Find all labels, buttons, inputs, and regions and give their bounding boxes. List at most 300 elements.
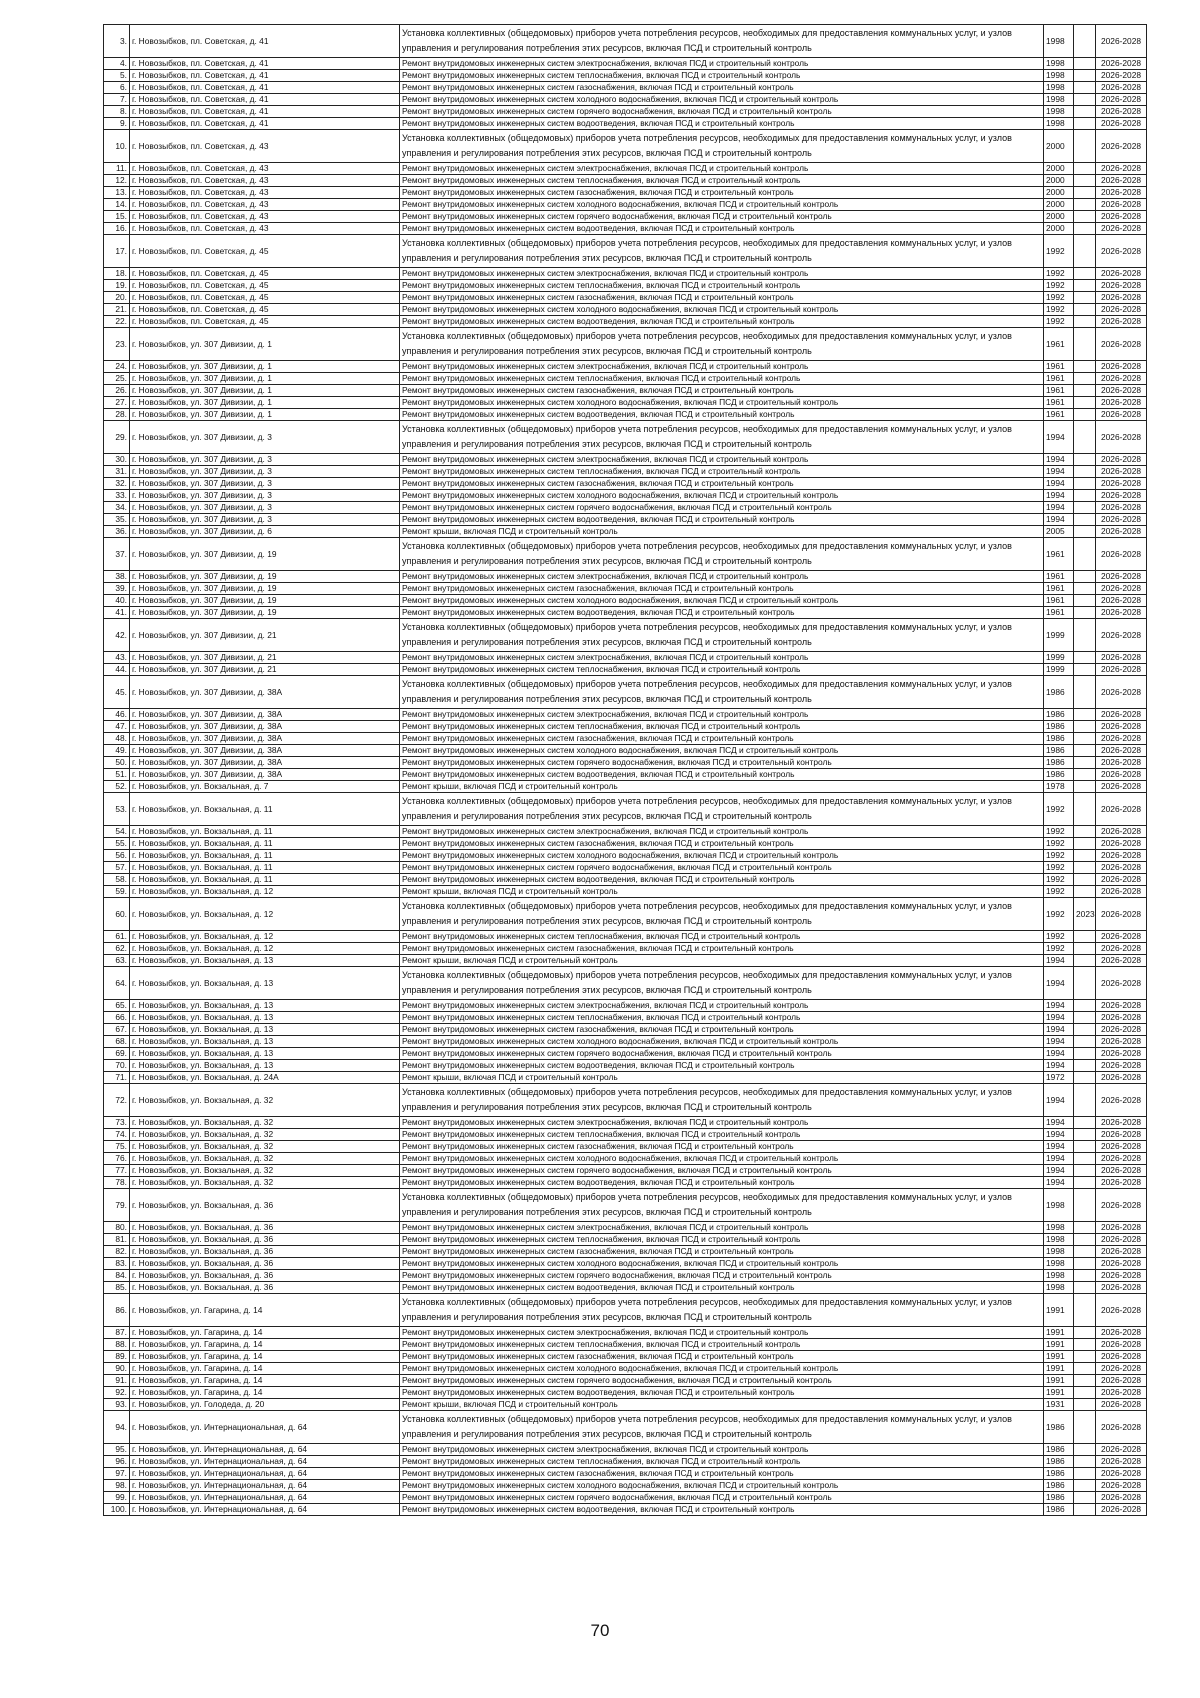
planned-period-cell: 2026-2028 [1096,1351,1147,1363]
planned-period-cell: 2026-2028 [1096,1399,1147,1411]
work-description-cell: Ремонт внутридомовых инженерных систем горячего водоснабжения, включая ПСД и строительный контроль [400,211,1044,223]
commission-year-cell: 1994 [1044,1048,1074,1060]
work-description-cell: Ремонт внутридомовых инженерных систем электроснабжения, включая ПСД и строительный контроль [400,1117,1044,1129]
planned-period-cell: 2026-2028 [1096,898,1147,931]
table-row [104,1165,1147,1177]
planned-period-cell: 2026-2028 [1096,163,1147,175]
planned-period-cell: 2026-2028 [1096,886,1147,898]
work-description-cell: Ремонт внутридомовых инженерных систем газоснабжения, включая ПСД и строительный контроль [400,187,1044,199]
table-row [104,607,1147,619]
address-cell: г. Новозыбков, ул. 307 Дивизии, д. 38А [130,709,400,721]
planned-period-cell: 2026-2028 [1096,268,1147,280]
extra-year-cell [1074,607,1096,619]
extra-year-cell [1074,409,1096,421]
table-row [104,328,1147,361]
row-number-cell: 73. [104,1117,130,1129]
work-description-cell: Ремонт внутридомовых инженерных систем горячего водоснабжения, включая ПСД и строительный контроль [400,1375,1044,1387]
table-row [104,709,1147,721]
extra-year-cell [1074,619,1096,652]
address-cell: г. Новозыбков, ул. 307 Дивизии, д. 6 [130,526,400,538]
commission-year-cell: 2000 [1044,211,1074,223]
row-number-cell: 51. [104,769,130,781]
document-sheet [103,24,1146,1516]
row-number-cell: 66. [104,1012,130,1024]
extra-year-cell [1074,1165,1096,1177]
extra-year-cell [1074,1153,1096,1165]
table-row [104,595,1147,607]
planned-period-cell: 2026-2028 [1096,1036,1147,1048]
row-number-cell: 70. [104,1060,130,1072]
address-cell: г. Новозыбков, ул. Интернациональная, д. 64 [130,1492,400,1504]
planned-period-cell: 2026-2028 [1096,118,1147,130]
table-row [104,316,1147,328]
planned-period-cell: 2026-2028 [1096,1072,1147,1084]
work-description-cell: Ремонт внутридомовых инженерных систем водоотведения, включая ПСД и строительный контроль [400,316,1044,328]
commission-year-cell: 1994 [1044,1036,1074,1048]
commission-year-cell: 1992 [1044,838,1074,850]
commission-year-cell: 1986 [1044,745,1074,757]
planned-period-cell: 2026-2028 [1096,187,1147,199]
work-description-cell: Ремонт крыши, включая ПСД и строительный контроль [400,1399,1044,1411]
commission-year-cell: 1992 [1044,826,1074,838]
row-number-cell: 62. [104,943,130,955]
extra-year-cell [1074,373,1096,385]
address-cell: г. Новозыбков, ул. Вокзальная, д. 32 [130,1117,400,1129]
work-description-cell: Ремонт внутридомовых инженерных систем электроснабжения, включая ПСД и строительный контроль [400,709,1044,721]
address-cell: г. Новозыбков, пл. Советская, д. 43 [130,163,400,175]
table-row [104,733,1147,745]
planned-period-cell: 2026-2028 [1096,1339,1147,1351]
table-row [104,862,1147,874]
work-description-cell: Ремонт внутридомовых инженерных систем холодного водоснабжения, включая ПСД и строительный контроль [400,850,1044,862]
commission-year-cell: 1961 [1044,409,1074,421]
row-number-cell: 90. [104,1363,130,1375]
address-cell: г. Новозыбков, ул. 307 Дивизии, д. 21 [130,619,400,652]
row-number-cell: 7. [104,94,130,106]
commission-year-cell: 1991 [1044,1339,1074,1351]
table-row [104,850,1147,862]
table-row [104,619,1147,652]
table-row [104,898,1147,931]
row-number-cell: 32. [104,478,130,490]
row-number-cell: 91. [104,1375,130,1387]
table-row [104,967,1147,1000]
planned-period-cell: 2026-2028 [1096,328,1147,361]
planned-period-cell: 2026-2028 [1096,955,1147,967]
extra-year-cell [1074,721,1096,733]
commission-year-cell: 1998 [1044,58,1074,70]
row-number-cell: 10. [104,130,130,163]
work-description-cell: Установка коллективных (общедомовых) приборов учета потребления ресурсов, необходимых для предоставления коммунальных услуг, и узлов управления и регулирования потребления этих ресурсов, включая ПСД и строительный контроль [400,1411,1044,1444]
commission-year-cell: 1992 [1044,931,1074,943]
work-description-cell: Ремонт внутридомовых инженерных систем теплоснабжения, включая ПСД и строительный контроль [400,70,1044,82]
work-description-cell: Ремонт внутридомовых инженерных систем теплоснабжения, включая ПСД и строительный контроль [400,664,1044,676]
extra-year-cell [1074,1000,1096,1012]
row-number-cell: 20. [104,292,130,304]
work-description-cell: Ремонт внутридомовых инженерных систем теплоснабжения, включая ПСД и строительный контроль [400,466,1044,478]
table-row [104,526,1147,538]
planned-period-cell: 2026-2028 [1096,316,1147,328]
commission-year-cell: 1994 [1044,955,1074,967]
work-description-cell: Установка коллективных (общедомовых) приборов учета потребления ресурсов, необходимых для предоставления коммунальных услуг, и узлов управления и регулирования потребления этих ресурсов, включая ПСД и строительный контроль [400,328,1044,361]
row-number-cell: 69. [104,1048,130,1060]
extra-year-cell [1074,514,1096,526]
planned-period-cell: 2026-2028 [1096,280,1147,292]
work-description-cell: Установка коллективных (общедомовых) приборов учета потребления ресурсов, необходимых для предоставления коммунальных услуг, и узлов управления и регулирования потребления этих ресурсов, включая ПСД и строительный контроль [400,898,1044,931]
work-description-cell: Ремонт внутридомовых инженерных систем горячего водоснабжения, включая ПСД и строительный контроль [400,106,1044,118]
address-cell: г. Новозыбков, ул. Вокзальная, д. 11 [130,862,400,874]
work-description-cell: Ремонт крыши, включая ПСД и строительный контроль [400,886,1044,898]
work-description-cell: Ремонт внутридомовых инженерных систем горячего водоснабжения, включая ПСД и строительный контроль [400,757,1044,769]
planned-period-cell: 2026-2028 [1096,1165,1147,1177]
address-cell: г. Новозыбков, пл. Советская, д. 41 [130,106,400,118]
commission-year-cell: 1961 [1044,361,1074,373]
address-cell: г. Новозыбков, ул. Вокзальная, д. 11 [130,826,400,838]
commission-year-cell: 1992 [1044,292,1074,304]
commission-year-cell: 1992 [1044,280,1074,292]
commission-year-cell: 1994 [1044,514,1074,526]
work-description-cell: Ремонт внутридомовых инженерных систем газоснабжения, включая ПСД и строительный контроль [400,1351,1044,1363]
table-row [104,1177,1147,1189]
commission-year-cell: 2000 [1044,163,1074,175]
table-row [104,361,1147,373]
extra-year-cell [1074,1327,1096,1339]
extra-year-cell [1074,733,1096,745]
commission-year-cell: 1986 [1044,1456,1074,1468]
address-cell: г. Новозыбков, пл. Советская, д. 43 [130,223,400,235]
row-number-cell: 95. [104,1444,130,1456]
address-cell: г. Новозыбков, ул. Интернациональная, д. 64 [130,1444,400,1456]
work-description-cell: Ремонт внутридомовых инженерных систем водоотведения, включая ПСД и строительный контроль [400,874,1044,886]
work-description-cell: Ремонт внутридомовых инженерных систем водоотведения, включая ПСД и строительный контроль [400,1177,1044,1189]
address-cell: г. Новозыбков, ул. Вокзальная, д. 13 [130,955,400,967]
table-row [104,955,1147,967]
planned-period-cell: 2026-2028 [1096,1294,1147,1327]
work-description-cell: Ремонт внутридомовых инженерных систем газоснабжения, включая ПСД и строительный контроль [400,1024,1044,1036]
extra-year-cell [1074,838,1096,850]
extra-year-cell [1074,1246,1096,1258]
extra-year-cell [1074,745,1096,757]
planned-period-cell: 2026-2028 [1096,1258,1147,1270]
table-row [104,838,1147,850]
address-cell: г. Новозыбков, ул. Вокзальная, д. 13 [130,1000,400,1012]
commission-year-cell: 1998 [1044,1258,1074,1270]
table-row [104,1189,1147,1222]
extra-year-cell [1074,931,1096,943]
address-cell: г. Новозыбков, ул. Вокзальная, д. 11 [130,838,400,850]
table-body [104,25,1147,1516]
row-number-cell: 67. [104,1024,130,1036]
address-cell: г. Новозыбков, ул. Вокзальная, д. 12 [130,943,400,955]
planned-period-cell: 2026-2028 [1096,1411,1147,1444]
address-cell: г. Новозыбков, пл. Советская, д. 45 [130,268,400,280]
planned-period-cell: 2026-2028 [1096,1222,1147,1234]
planned-period-cell: 2026-2028 [1096,1060,1147,1072]
commission-year-cell: 1994 [1044,1117,1074,1129]
table-row [104,454,1147,466]
extra-year-cell [1074,862,1096,874]
table-row [104,1024,1147,1036]
planned-period-cell: 2026-2028 [1096,1444,1147,1456]
address-cell: г. Новозыбков, пл. Советская, д. 41 [130,118,400,130]
work-description-cell: Установка коллективных (общедомовых) приборов учета потребления ресурсов, необходимых для предоставления коммунальных услуг, и узлов управления и регулирования потребления этих ресурсов, включая ПСД и строительный контроль [400,1294,1044,1327]
table-row [104,118,1147,130]
address-cell: г. Новозыбков, ул. 307 Дивизии, д. 3 [130,514,400,526]
row-number-cell: 34. [104,502,130,514]
planned-period-cell: 2026-2028 [1096,82,1147,94]
work-description-cell: Установка коллективных (общедомовых) приборов учета потребления ресурсов, необходимых для предоставления коммунальных услуг, и узлов управления и регулирования потребления этих ресурсов, включая ПСД и строительный контроль [400,421,1044,454]
planned-period-cell: 2026-2028 [1096,1129,1147,1141]
extra-year-cell [1074,94,1096,106]
extra-year-cell [1074,1444,1096,1456]
row-number-cell: 100. [104,1504,130,1516]
planned-period-cell: 2026-2028 [1096,709,1147,721]
extra-year-cell [1074,199,1096,211]
table-row [104,1000,1147,1012]
address-cell: г. Новозыбков, ул. Вокзальная, д. 13 [130,1060,400,1072]
extra-year-cell [1074,1480,1096,1492]
address-cell: г. Новозыбков, ул. 307 Дивизии, д. 3 [130,478,400,490]
table-row [104,502,1147,514]
row-number-cell: 68. [104,1036,130,1048]
row-number-cell: 72. [104,1084,130,1117]
extra-year-cell [1074,1117,1096,1129]
table-row [104,1246,1147,1258]
table-row [104,1129,1147,1141]
extra-year-cell [1074,664,1096,676]
address-cell: г. Новозыбков, ул. 307 Дивизии, д. 1 [130,328,400,361]
table-row [104,1141,1147,1153]
planned-period-cell: 2026-2028 [1096,223,1147,235]
work-description-cell: Ремонт внутридомовых инженерных систем теплоснабжения, включая ПСД и строительный контроль [400,1456,1044,1468]
planned-period-cell: 2026-2028 [1096,502,1147,514]
work-description-cell: Установка коллективных (общедомовых) приборов учета потребления ресурсов, необходимых для предоставления коммунальных услуг, и узлов управления и регулирования потребления этих ресурсов, включая ПСД и строительный контроль [400,619,1044,652]
planned-period-cell: 2026-2028 [1096,607,1147,619]
table-row [104,211,1147,223]
work-description-cell: Ремонт крыши, включая ПСД и строительный контроль [400,955,1044,967]
commission-year-cell: 1994 [1044,1177,1074,1189]
address-cell: г. Новозыбков, ул. Вокзальная, д. 36 [130,1258,400,1270]
work-description-cell: Ремонт внутридомовых инженерных систем водоотведения, включая ПСД и строительный контроль [400,1387,1044,1399]
table-row [104,163,1147,175]
planned-period-cell: 2026-2028 [1096,1504,1147,1516]
table-row [104,94,1147,106]
extra-year-cell [1074,595,1096,607]
table-row [104,721,1147,733]
row-number-cell: 85. [104,1282,130,1294]
commission-year-cell: 1986 [1044,1468,1074,1480]
commission-year-cell: 1992 [1044,850,1074,862]
work-description-cell: Ремонт внутридомовых инженерных систем холодного водоснабжения, включая ПСД и строительный контроль [400,1153,1044,1165]
extra-year-cell [1074,1375,1096,1387]
table-row [104,1327,1147,1339]
planned-period-cell: 2026-2028 [1096,478,1147,490]
table-row [104,1399,1147,1411]
commission-year-cell: 1992 [1044,898,1074,931]
row-number-cell: 88. [104,1339,130,1351]
extra-year-cell [1074,385,1096,397]
address-cell: г. Новозыбков, ул. Вокзальная, д. 36 [130,1189,400,1222]
work-description-cell: Ремонт внутридомовых инженерных систем горячего водоснабжения, включая ПСД и строительный контроль [400,502,1044,514]
work-description-cell: Ремонт внутридомовых инженерных систем электроснабжения, включая ПСД и строительный контроль [400,163,1044,175]
address-cell: г. Новозыбков, ул. Вокзальная, д. 32 [130,1141,400,1153]
address-cell: г. Новозыбков, пл. Советская, д. 41 [130,58,400,70]
extra-year-cell [1074,1456,1096,1468]
row-number-cell: 63. [104,955,130,967]
table-row [104,931,1147,943]
work-description-cell: Ремонт внутридомовых инженерных систем холодного водоснабжения, включая ПСД и строительный контроль [400,304,1044,316]
extra-year-cell [1074,769,1096,781]
address-cell: г. Новозыбков, пл. Советская, д. 41 [130,70,400,82]
extra-year-cell [1074,118,1096,130]
commission-year-cell: 1961 [1044,607,1074,619]
extra-year-cell [1074,490,1096,502]
planned-period-cell: 2026-2028 [1096,304,1147,316]
planned-period-cell: 2026-2028 [1096,595,1147,607]
planned-period-cell: 2026-2028 [1096,94,1147,106]
planned-period-cell: 2026-2028 [1096,235,1147,268]
commission-year-cell: 1994 [1044,1153,1074,1165]
work-description-cell: Установка коллективных (общедомовых) приборов учета потребления ресурсов, необходимых для предоставления коммунальных услуг, и узлов управления и регулирования потребления этих ресурсов, включая ПСД и строительный контроль [400,1189,1044,1222]
extra-year-cell [1074,397,1096,409]
row-number-cell: 17. [104,235,130,268]
work-description-cell: Ремонт внутридомовых инженерных систем газоснабжения, включая ПСД и строительный контроль [400,82,1044,94]
table-row [104,1282,1147,1294]
work-description-cell: Ремонт внутридомовых инженерных систем электроснабжения, включая ПСД и строительный контроль [400,652,1044,664]
extra-year-cell [1074,1060,1096,1072]
table-row [104,175,1147,187]
planned-period-cell: 2026-2028 [1096,175,1147,187]
row-number-cell: 78. [104,1177,130,1189]
table-row [104,1375,1147,1387]
commission-year-cell: 1986 [1044,1444,1074,1456]
row-number-cell: 75. [104,1141,130,1153]
row-number-cell: 37. [104,538,130,571]
extra-year-cell [1074,211,1096,223]
table-row [104,58,1147,70]
work-description-cell: Ремонт внутридомовых инженерных систем газоснабжения, включая ПСД и строительный контроль [400,1246,1044,1258]
planned-period-cell: 2026-2028 [1096,1282,1147,1294]
work-description-cell: Ремонт внутридомовых инженерных систем электроснабжения, включая ПСД и строительный контроль [400,454,1044,466]
row-number-cell: 41. [104,607,130,619]
table-row [104,1234,1147,1246]
row-number-cell: 25. [104,373,130,385]
planned-period-cell: 2026-2028 [1096,769,1147,781]
row-number-cell: 52. [104,781,130,793]
commission-year-cell: 2000 [1044,199,1074,211]
planned-period-cell: 2026-2028 [1096,1024,1147,1036]
work-description-cell: Ремонт внутридомовых инженерных систем теплоснабжения, включая ПСД и строительный контроль [400,280,1044,292]
work-description-cell: Ремонт внутридомовых инженерных систем холодного водоснабжения, включая ПСД и строительный контроль [400,1363,1044,1375]
row-number-cell: 21. [104,304,130,316]
table-row [104,1084,1147,1117]
planned-period-cell: 2026-2028 [1096,1387,1147,1399]
extra-year-cell [1074,70,1096,82]
work-description-cell: Ремонт внутридомовых инженерных систем электроснабжения, включая ПСД и строительный контроль [400,361,1044,373]
address-cell: г. Новозыбков, ул. Вокзальная, д. 36 [130,1222,400,1234]
extra-year-cell [1074,106,1096,118]
table-row [104,130,1147,163]
table-row [104,478,1147,490]
commission-year-cell: 1994 [1044,454,1074,466]
table-row [104,1351,1147,1363]
row-number-cell: 61. [104,931,130,943]
planned-period-cell: 2026-2028 [1096,1117,1147,1129]
work-description-cell: Ремонт внутридомовых инженерных систем газоснабжения, включая ПСД и строительный контроль [400,943,1044,955]
row-number-cell: 98. [104,1480,130,1492]
address-cell: г. Новозыбков, ул. 307 Дивизии, д. 3 [130,466,400,478]
row-number-cell: 27. [104,397,130,409]
row-number-cell: 26. [104,385,130,397]
row-number-cell: 86. [104,1294,130,1327]
row-number-cell: 33. [104,490,130,502]
commission-year-cell: 1991 [1044,1351,1074,1363]
extra-year-cell [1074,361,1096,373]
commission-year-cell: 1986 [1044,733,1074,745]
extra-year-cell [1074,163,1096,175]
commission-year-cell: 1992 [1044,235,1074,268]
address-cell: г. Новозыбков, пл. Советская, д. 45 [130,316,400,328]
table-row [104,235,1147,268]
commission-year-cell: 1998 [1044,1189,1074,1222]
row-number-cell: 79. [104,1189,130,1222]
work-description-cell: Ремонт внутридомовых инженерных систем электроснабжения, включая ПСД и строительный контроль [400,58,1044,70]
planned-period-cell: 2026-2028 [1096,652,1147,664]
extra-year-cell [1074,280,1096,292]
planned-period-cell: 2026-2028 [1096,211,1147,223]
planned-period-cell: 2026-2028 [1096,850,1147,862]
table-row [104,757,1147,769]
address-cell: г. Новозыбков, ул. Гагарина, д. 14 [130,1351,400,1363]
work-description-cell: Ремонт внутридомовых инженерных систем электроснабжения, включая ПСД и строительный контроль [400,1327,1044,1339]
row-number-cell: 47. [104,721,130,733]
extra-year-cell: 2023 [1074,898,1096,931]
table-row [104,652,1147,664]
extra-year-cell [1074,1024,1096,1036]
row-number-cell: 64. [104,967,130,1000]
extra-year-cell [1074,955,1096,967]
extra-year-cell [1074,454,1096,466]
planned-period-cell: 2026-2028 [1096,1141,1147,1153]
row-number-cell: 89. [104,1351,130,1363]
extra-year-cell [1074,709,1096,721]
row-number-cell: 65. [104,1000,130,1012]
address-cell: г. Новозыбков, ул. 307 Дивизии, д. 38А [130,676,400,709]
table-row [104,1444,1147,1456]
work-description-cell: Ремонт внутридомовых инженерных систем электроснабжения, включая ПСД и строительный контроль [400,826,1044,838]
extra-year-cell [1074,1339,1096,1351]
row-number-cell: 8. [104,106,130,118]
commission-year-cell: 1992 [1044,874,1074,886]
extra-year-cell [1074,130,1096,163]
address-cell: г. Новозыбков, ул. Вокзальная, д. 12 [130,898,400,931]
address-cell: г. Новозыбков, ул. Вокзальная, д. 11 [130,874,400,886]
extra-year-cell [1074,268,1096,280]
planned-period-cell: 2026-2028 [1096,292,1147,304]
extra-year-cell [1074,757,1096,769]
address-cell: г. Новозыбков, ул. 307 Дивизии, д. 19 [130,607,400,619]
work-description-cell: Ремонт внутридомовых инженерных систем водоотведения, включая ПСД и строительный контроль [400,514,1044,526]
work-description-cell: Ремонт внутридомовых инженерных систем холодного водоснабжения, включая ПСД и строительный контроль [400,490,1044,502]
extra-year-cell [1074,1270,1096,1282]
work-description-cell: Ремонт внутридомовых инженерных систем водоотведения, включая ПСД и строительный контроль [400,769,1044,781]
row-number-cell: 76. [104,1153,130,1165]
row-number-cell: 44. [104,664,130,676]
commission-year-cell: 1998 [1044,70,1074,82]
commission-year-cell: 1999 [1044,652,1074,664]
row-number-cell: 43. [104,652,130,664]
address-cell: г. Новозыбков, ул. 307 Дивизии, д. 1 [130,397,400,409]
